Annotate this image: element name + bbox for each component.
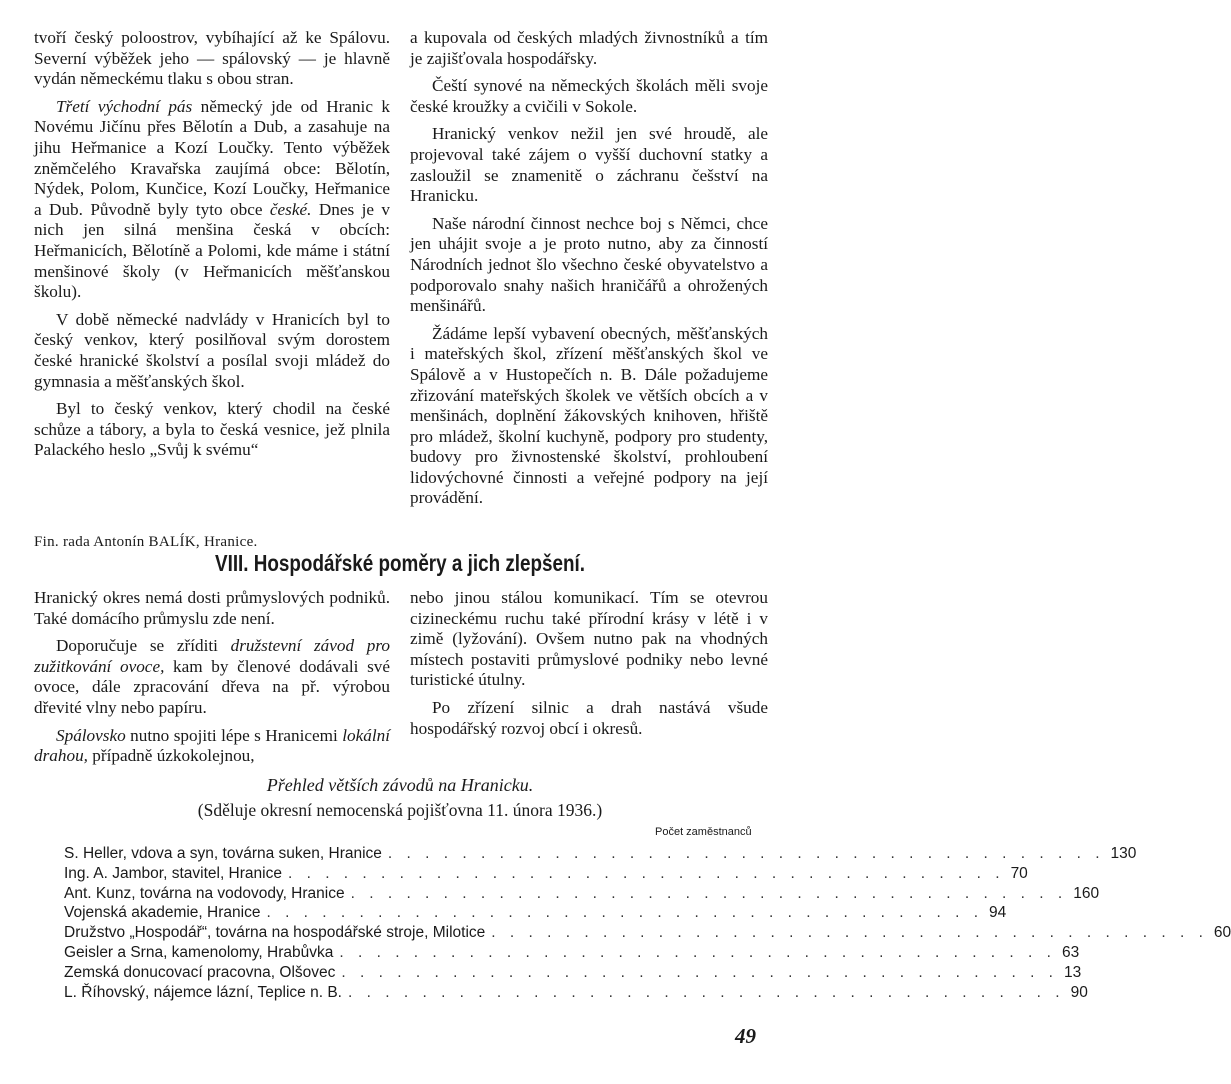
employee-count: 63 [1061, 943, 1080, 961]
paragraph: Hranický okres nemá dosti průmyslových podniků. Také domácího průmyslu zde není. [34, 588, 390, 628]
table-column-header: Počet zaměstnanců [655, 826, 752, 838]
italic-text: Spálovsko [56, 725, 126, 745]
table-heading: Přehled větších závodů na Hranicku. [266, 775, 534, 795]
table-row [64, 963, 1082, 984]
paragraph: Doporučuje se zříditi družstevní závod pro zužitkování ovoce, kam by členové dodávali své ovoce, dále zpracování dřeva na př. výrobou dřevité vlny nebo papíru. [34, 636, 390, 717]
leader-dots: . . . . . . . . . . . . . . . . . . . . . . . . . . . . . . . . . . . . . . . [350, 884, 1068, 902]
factory-name: L. Říhovský, nájemce lázní, Teplice n. B. [64, 983, 342, 1001]
paragraph: Byl to český venkov, který chodil na české schůze a tábory, a byla to česká vesnice, jež plnila Palackého heslo „Svůj k svému“ [34, 399, 390, 460]
table-row [64, 884, 1100, 905]
paragraph: Žádáme lepší vybavení obecných, měšťanských i mateřských škol, zřízení měšťanských škol ve Spálově a v Hustopečích n. B. Dále požadujeme zřizování mateřských školek ve větších obcích a v menšinách, doplnění žákovských knihoven, hřiště pro mládež, školní kuchyně, podpory pro studenty, budovy pro živnostenské školství, prohloubení lidovýchovné činnosti a veřejné podpory na její provádění. [410, 323, 768, 508]
employee-count: 94 [989, 904, 1007, 922]
table-row [64, 904, 1007, 924]
factory-name: Vojenská akademie, Hranice [64, 904, 261, 922]
bottom-right-column [410, 588, 768, 746]
paragraph: nebo jinou stálou komunikací. Tím se otevrou cizineckému ruchu také přírodní krásy v létě i v zimě (lyžování). Ovšem nutno pak na vhodných místech postaviti průmyslové podniky nebo levné turistické útulny. [410, 588, 768, 690]
top-right-column [410, 28, 768, 516]
employee-count: 13 [1063, 963, 1082, 981]
employee-count: 160 [1073, 884, 1100, 902]
employee-count: 60 [1213, 924, 1231, 942]
top-left-column [34, 28, 390, 468]
italic-text: Třetí východní pás [56, 96, 193, 116]
leader-dots: . . . . . . . . . . . . . . . . . . . . . . . . . . . . . . . . . . . . . . . [341, 963, 1058, 981]
table-row [64, 845, 1137, 865]
paragraph: V době německé nadvlády v Hranicích byl to český venkov, který posilňoval svým dorostem české hranické školství a posílal svoji mládež do gymnasia a měšťanských škol. [34, 309, 390, 391]
factory-name: Družstvo „Hospodář“, továrna na hospodářské stroje, Milotice [64, 924, 486, 942]
leader-dots: . . . . . . . . . . . . . . . . . . . . . . . . . . . . . . . . . . . . . . . [287, 864, 1005, 882]
paragraph: Naše národní činnost nechce boj s Němci, chce jen uhájit svoje a je proto nutno, aby za činností Národních jednot šlo všechno české obyvatelstvo a podporovalo snahy našich hraničářů a ohrožených menšinářů. [410, 213, 768, 316]
paragraph: Třetí východní pás německý jde od Hranic k Novému Jičínu přes Bělotín a Dub, a zasahuje na jihu Heřmanice a Kozí Loučky. Tento výběžek zněmčelého Kravařska zaujímá obce: Bělotín, Nýdek, Polom, Kunčice, Kozí Loučky, Heřmanice a Dub. Původně byly tyto obce české. Dnes je v nich jen silná menšina česká v obcích: Heřmanicích, Bělotíně a Polomi, kde máme i státní menšinové školy (v Heřmanicích měšťanskou školu). [34, 96, 391, 302]
table-row [64, 983, 1088, 1004]
table-subheading: (Sděluje okresní nemocenská pojišťovna 11. února 1936.) [197, 800, 603, 820]
paragraph: Čeští synové na německých školách měli svoje české kroužky a cvičili v Sokole. [410, 76, 768, 116]
factory-name: Ant. Kunz, továrna na vodovody, Hranice [64, 884, 345, 902]
factory-table [64, 845, 1231, 1003]
italic-text: družstevní závod pro zužitkování ovoce, [34, 636, 390, 676]
section-title: VIII. Hospodářské poměry a jich zlepšení. [215, 550, 585, 576]
leader-dots: . . . . . . . . . . . . . . . . . . . . . . . . . . . . . . . . . . . . . . . [339, 943, 1056, 961]
factory-name: Geisler a Srna, kamenolomy, Hrabůvka [64, 943, 334, 961]
paragraph: a kupovala od českých mladých živnostníků a tím je zajišťovala hospodářsky. [410, 28, 768, 68]
table-row [64, 864, 1028, 885]
table-row [64, 924, 1231, 944]
leader-dots: . . . . . . . . . . . . . . . . . . . . . . . . . . . . . . . . . . . . . . . [266, 904, 984, 922]
italic-text: lokální drahou, [34, 725, 390, 766]
leader-dots: . . . . . . . . . . . . . . . . . . . . . . . . . . . . . . . . . . . . . . . [491, 924, 1208, 942]
paragraph: Spálovsko nutno spojiti lépe s Hranicemi lokální drahou, případně úzkokolejnou, [34, 725, 390, 766]
factory-name: Ing. A. Jambor, stavitel, Hranice [64, 864, 282, 882]
bottom-left-column [34, 588, 390, 774]
paragraph: tvoří český poloostrov, vybíhající až ke Spálovu. Severní výběžek jeho — spálovský — je hlavně vydán německému tlaku s obou stran. [34, 28, 390, 89]
italic-text: české. [269, 199, 312, 219]
employee-count: 90 [1070, 983, 1088, 1001]
paragraph: Hranický venkov nežil jen své hroudě, ale projevoval také zájem o vyšší duchovní statky a zasloužil se znamenitě o záchranu češství na Hranicku. [410, 124, 768, 206]
leader-dots: . . . . . . . . . . . . . . . . . . . . . . . . . . . . . . . . . . . . . . . [348, 983, 1065, 1001]
author-signature: Fin. rada Antonín BALÍK, Hranice. [34, 534, 258, 550]
employee-count: 70 [1010, 864, 1028, 882]
table-row [64, 943, 1080, 964]
employee-count: 130 [1110, 845, 1137, 862]
leader-dots: . . . . . . . . . . . . . . . . . . . . . . . . . . . . . . . . . . . . . . . [387, 845, 1105, 862]
factory-name: S. Heller, vdova a syn, továrna suken, Hranice [64, 845, 382, 862]
factory-name: Zemská donucovací pracovna, Olšovec [64, 963, 336, 981]
page-number: 49 [735, 1024, 756, 1048]
paragraph: Po zřízení silnic a drah nastává všude hospodářský rozvoj obcí i okresů. [410, 697, 768, 738]
